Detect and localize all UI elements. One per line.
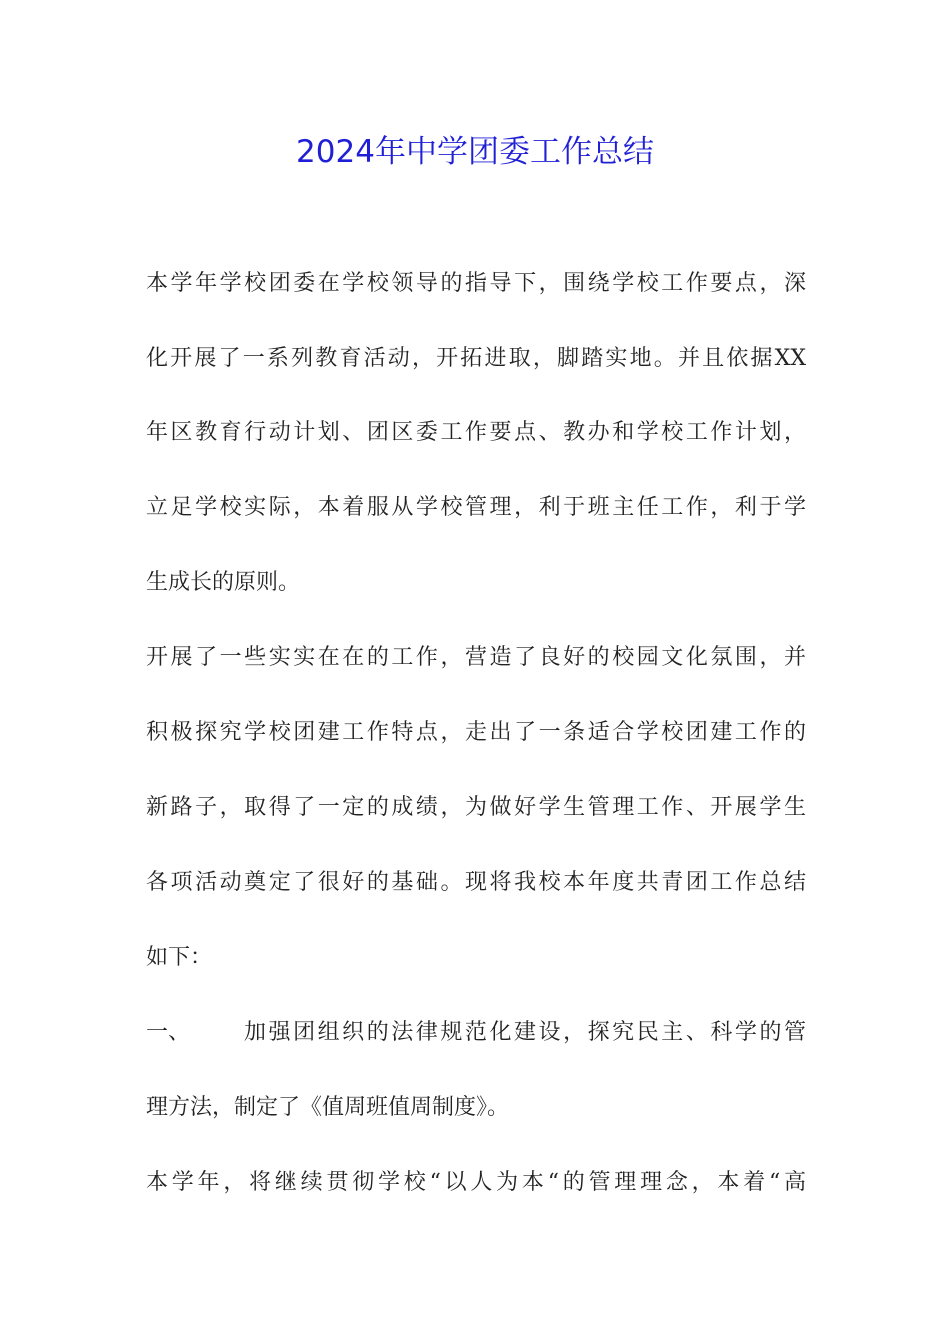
paragraph-2-line-5: 如下： <box>146 945 213 970</box>
paragraph-2-line-2: 积极探究学校团建工作特点，走出了一条适合学校团建工作的 <box>146 720 806 745</box>
paragraph-3-line-1: 本学年，将继续贯彻学校“以人为本“的管理理念，本着“高 <box>146 1170 806 1195</box>
section-one-heading-line-2: 理方法，制定了《值周班值周制度》。 <box>146 1095 510 1120</box>
paragraph-1-line-1: 本学年学校团委在学校领导的指导下，围绕学校工作要点，深 <box>146 271 806 296</box>
paragraph-2-line-3: 新路子，取得了一定的成绩，为做好学生管理工作、开展学生 <box>146 795 806 820</box>
document-title: 2024年中学团委工作总结 <box>296 134 654 170</box>
paragraph-1-line-2: 化开展了一系列教育活动，开拓进取，脚踏实地。并且依据XX <box>146 346 806 371</box>
section-one-number: 一、 <box>146 1020 191 1045</box>
section-one-heading-line-1: 加强团组织的法律规范化建设，探究民主、科学的管 <box>244 1020 806 1045</box>
paragraph-2-line-1: 开展了一些实实在在的工作，营造了良好的校园文化氛围，并 <box>146 645 806 670</box>
paragraph-1-line-4: 立足学校实际，本着服从学校管理，利于班主任工作，利于学 <box>146 495 806 520</box>
paragraph-1-line-5: 生成长的原则。 <box>146 570 301 595</box>
paragraph-1-line-3: 年区教育行动计划、团区委工作要点、教办和学校工作计划， <box>146 420 806 445</box>
paragraph-2-line-4: 各项活动奠定了很好的基础。现将我校本年度共青团工作总结 <box>146 870 806 895</box>
